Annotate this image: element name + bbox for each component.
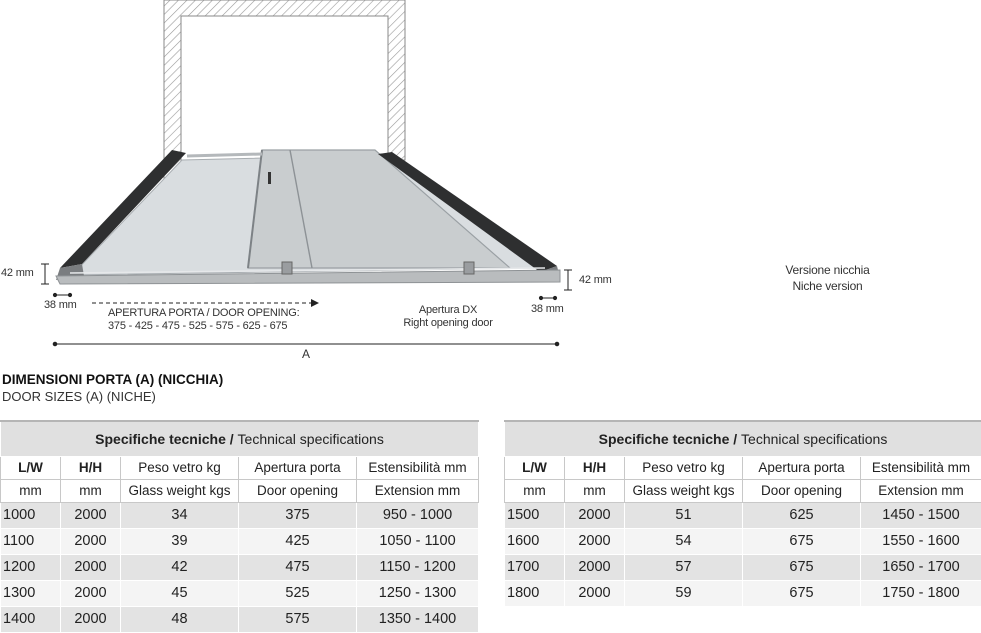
- dim-a-label: A: [302, 347, 310, 361]
- cell-opening: 375: [239, 503, 357, 529]
- cell-weight: 45: [121, 581, 239, 607]
- unit-hh: mm: [61, 480, 121, 503]
- cell-extension: 1250 - 1300: [357, 581, 479, 607]
- cell-hh: 2000: [61, 555, 121, 581]
- table-row: [505, 503, 981, 529]
- col-weight: Peso vetro kg: [625, 457, 743, 480]
- col-opening: Apertura porta: [239, 457, 357, 480]
- col-lw: L/W: [1, 457, 61, 480]
- column-headers: [1, 457, 479, 480]
- right-opening-label-it: Apertura DX: [398, 304, 498, 316]
- section-title: DIMENSIONI PORTA (A) (NICCHIA): [2, 372, 223, 387]
- cell-lw: 1400: [1, 607, 61, 633]
- unit-extension: Extension mm: [357, 480, 479, 503]
- cell-extension: 1650 - 1700: [861, 555, 981, 581]
- table-row: [1, 581, 479, 607]
- col-hh: H/H: [565, 457, 625, 480]
- cell-lw: 1300: [1, 581, 61, 607]
- table-row: [1, 555, 479, 581]
- col-lw: L/W: [505, 457, 565, 480]
- col-opening: Apertura porta: [743, 457, 861, 480]
- dim-38-left-label: 38 mm: [44, 299, 77, 311]
- cell-weight: 51: [625, 503, 743, 529]
- table-header-bold: Specifiche tecniche: [95, 431, 226, 447]
- cell-weight: 34: [121, 503, 239, 529]
- door-opening-values: 375 - 425 - 475 - 525 - 575 - 625 - 675: [108, 320, 287, 332]
- unit-weight: Glass weight kgs: [625, 480, 743, 503]
- cell-extension: 1750 - 1800: [861, 581, 981, 607]
- right-opening-label-en: Right opening door: [398, 317, 498, 329]
- cell-hh: 2000: [565, 529, 625, 555]
- cell-weight: 57: [625, 555, 743, 581]
- table-header-regular: Technical specifications: [741, 431, 887, 447]
- door-opening-label: APERTURA PORTA / DOOR OPENING:: [108, 307, 299, 319]
- table-row: [505, 581, 981, 607]
- cell-lw: 1600: [505, 529, 565, 555]
- cell-opening: 525: [239, 581, 357, 607]
- cell-extension: 950 - 1000: [357, 503, 479, 529]
- cell-hh: 2000: [61, 529, 121, 555]
- cell-opening: 675: [743, 555, 861, 581]
- table-header-regular: Technical specifications: [238, 431, 384, 447]
- cell-opening: 675: [743, 581, 861, 607]
- table-row: [1, 529, 479, 555]
- cell-hh: 2000: [565, 503, 625, 529]
- col-extension: Estensibilità mm: [357, 457, 479, 480]
- cell-weight: 42: [121, 555, 239, 581]
- cell-hh: 2000: [61, 581, 121, 607]
- cell-lw: 1000: [1, 503, 61, 529]
- section-subtitle: DOOR SIZES (A) (NICHE): [2, 389, 156, 404]
- cell-weight: 59: [625, 581, 743, 607]
- table-header-sep: /: [226, 431, 238, 447]
- spec-table-right: [504, 420, 981, 631]
- table-row: [1, 607, 479, 633]
- cell-lw: 1700: [505, 555, 565, 581]
- dim-38-right-label: 38 mm: [531, 303, 564, 315]
- col-extension: Estensibilità mm: [861, 457, 981, 480]
- cell-hh: 2000: [565, 555, 625, 581]
- cell-opening: 575: [239, 607, 357, 633]
- table-header: [1, 421, 479, 457]
- cell-weight: 48: [121, 607, 239, 633]
- cell-lw: 1200: [1, 555, 61, 581]
- cell-extension: 1350 - 1400: [357, 607, 479, 633]
- cell-hh: 2000: [61, 607, 121, 633]
- cell-lw: 1100: [1, 529, 61, 555]
- column-headers: [505, 457, 981, 480]
- cell-opening: 675: [743, 529, 861, 555]
- cell-extension: 1050 - 1100: [357, 529, 479, 555]
- version-label-en: Niche version: [770, 279, 885, 293]
- cell-lw: 1800: [505, 581, 565, 607]
- col-hh: H/H: [61, 457, 121, 480]
- cell-hh: 2000: [61, 503, 121, 529]
- dim-42-left-label: 42 mm: [1, 267, 34, 279]
- table-row: [505, 529, 981, 555]
- unit-row: [505, 480, 981, 503]
- unit-lw: mm: [1, 480, 61, 503]
- unit-row: [1, 480, 479, 503]
- col-weight: Peso vetro kg: [121, 457, 239, 480]
- cell-lw: 1500: [505, 503, 565, 529]
- unit-lw: mm: [505, 480, 565, 503]
- unit-opening: Door opening: [743, 480, 861, 503]
- unit-opening: Door opening: [239, 480, 357, 503]
- cell-weight: 39: [121, 529, 239, 555]
- unit-weight: Glass weight kgs: [121, 480, 239, 503]
- table-header: [505, 421, 981, 457]
- unit-hh: mm: [565, 480, 625, 503]
- cell-opening: 475: [239, 555, 357, 581]
- table-header-bold: Specifiche tecniche: [599, 431, 730, 447]
- cell-extension: 1450 - 1500: [861, 503, 981, 529]
- cell-weight: 54: [625, 529, 743, 555]
- dim-42-right-label: 42 mm: [579, 274, 612, 286]
- cell-extension: 1150 - 1200: [357, 555, 479, 581]
- version-label-it: Versione nicchia: [770, 263, 885, 277]
- cell-hh: 2000: [565, 581, 625, 607]
- cell-opening: 625: [743, 503, 861, 529]
- cell-opening: 425: [239, 529, 357, 555]
- unit-extension: Extension mm: [861, 480, 981, 503]
- table-row: [1, 503, 479, 529]
- table-row: [505, 555, 981, 581]
- cell-extension: 1550 - 1600: [861, 529, 981, 555]
- table-header-sep: /: [729, 431, 741, 447]
- spec-table-left: [0, 420, 479, 633]
